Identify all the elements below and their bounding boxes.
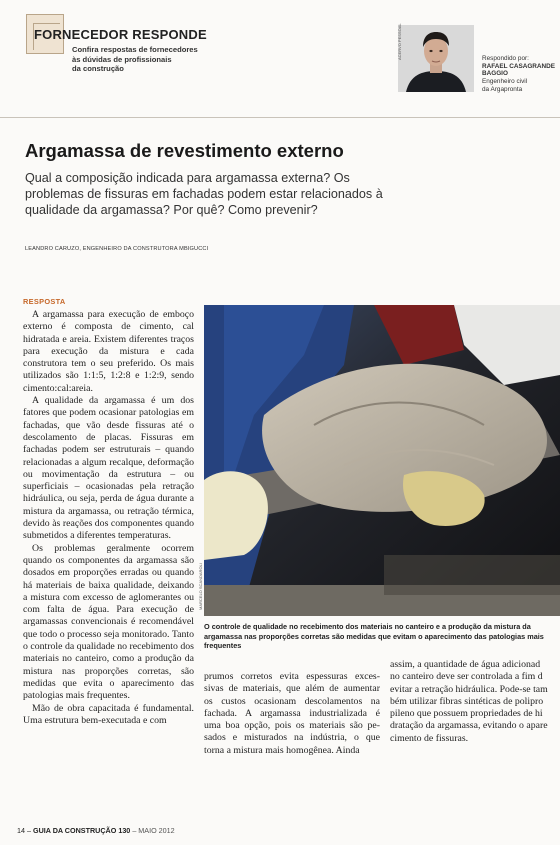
responder-name-line: BAGGIO [482, 70, 508, 78]
page-number: 14 [17, 826, 25, 835]
publication-name: GUIA DA CONSTRUÇÃO 130 [33, 826, 131, 835]
responder-label: Respondido por: [482, 55, 529, 62]
answer-column-1 [23, 309, 194, 727]
answer-column-2 [204, 671, 380, 757]
photo-credit: ACERVO PESSOAL [397, 23, 402, 60]
text-line: evitar a retração hidráulica. Pode-se tam [390, 683, 548, 695]
paragraph: A qualidade da argamassa é um dos fatores que podem ocasionar patologias em fachadas, que vão desde fissuras até o descolamento de placas. Fissuras em fachadas podem ser estruturais – quando relacionadas a algum recalque, deformação ou movimentação da estrutura – ou superficiais – ocasionadas pela retração hidráulica, ou seja, perda de água durante a mistura da argamassa, ou retração térmica, devido às reações dos componentes quando submetidos a diferentes temperaturas. [23, 395, 194, 542]
text-line: cimento de fissuras. [390, 732, 469, 744]
photo-credit: MARCELO SCANDAROLI [198, 563, 203, 610]
text-line: prumos corretos evita espessuras exces- [204, 671, 380, 682]
text-line: uma boa opção, pois os materiais são pe- [204, 720, 380, 732]
text-line: sivas de materiais, que além de aumentar [204, 683, 380, 695]
responder-name [482, 63, 560, 78]
text-line: torna a mistura mais homogênea. Ainda [204, 744, 360, 756]
section-subtitle-line: Confira respostas de fornecedores [72, 45, 198, 54]
text-line: bém utilizar fibras sintéticas de polipro [390, 695, 544, 707]
text-line: pileno que possuem propriedades de hi [390, 708, 543, 720]
issue-date: – MAIO 2012 [132, 826, 175, 835]
text-line: assim, a quantidade de água adicionad [390, 659, 541, 670]
text-line: dratação da argamassa, evitando o apare [390, 720, 548, 732]
responder-info [482, 55, 560, 94]
article-title: Argamassa de revestimento externo [25, 140, 344, 161]
answer-label: RESPOSTA [23, 297, 66, 306]
photo-caption: O controle de qualidade no recebimento dos materiais no canteiro e a produção da mistura da argamassa nas proporções corretas são medidas que evitam o aparecimento das patologias mais frequentes [204, 622, 544, 651]
responder-photo [398, 25, 474, 92]
footer-dash: – [27, 826, 31, 835]
paragraph: Mão de obra capacitada é fundamental. Uma estrutura bem-executada e com [23, 702, 194, 726]
paragraph: A argamassa para execução de emboço externo é composta de cimento, cal hidratada e areia. Existem diferentes traços para execução da mistura e cada construtora tem o seu preferido. Os mais utilizados são 1:1:5, 1:2:8 e 1:2:9, sendo cimento:cal:areia. [23, 309, 194, 394]
responder-role-line: Engenheiro civil [482, 78, 528, 86]
text-line: sados e misturados na indústria, o que [204, 732, 380, 744]
answer-column-3 [390, 659, 560, 745]
section-title: FORNECEDOR RESPONDE [34, 27, 207, 42]
responder-name-line: RAFAEL CASAGRANDE [482, 62, 556, 70]
article-question: Qual a composição indicada para argamassa externa? Os problemas de fissuras em fachadas podem estar relacionados à qualidade da argamassa? Por quê? Como prevenir? [25, 171, 383, 217]
section-subtitle [72, 45, 222, 74]
article-photo [204, 305, 560, 616]
responder-role-line: da Argapronta [482, 85, 523, 93]
section-subtitle-line: às dúvidas de profissionais [72, 54, 172, 64]
text-line: no canteiro deve ser controlada a fim d [390, 671, 543, 683]
paragraph: Os problemas geralmente ocorrem quando os componentes da argamassa são dosados em proporções erradas ou quando há materiais de baixa qualidade, deixando a mistura com excesso de aglomerantes ou com falta de água. Para execução de argamassas convencionais é recomendável que todo o processo seja monitorado. Tanto o controle da qualidade no recebimento dos materiais no canteiro, como a produção da mistura nas proporções corretas, são medidas que evita o aparecimento das patologias mais frequentes. [23, 542, 194, 702]
question-author: LEANDRO CARUZO, ENGENHEIRO DA CONSTRUTORA MBIGUCCI [25, 246, 209, 252]
text-line: os custos ocasionam descolamentos na [204, 695, 380, 707]
text-line: fachada. A argamassa industrializada é [204, 707, 380, 719]
section-subtitle-line: da construção [72, 64, 124, 73]
page-footer [17, 826, 175, 835]
header-divider [0, 117, 560, 118]
